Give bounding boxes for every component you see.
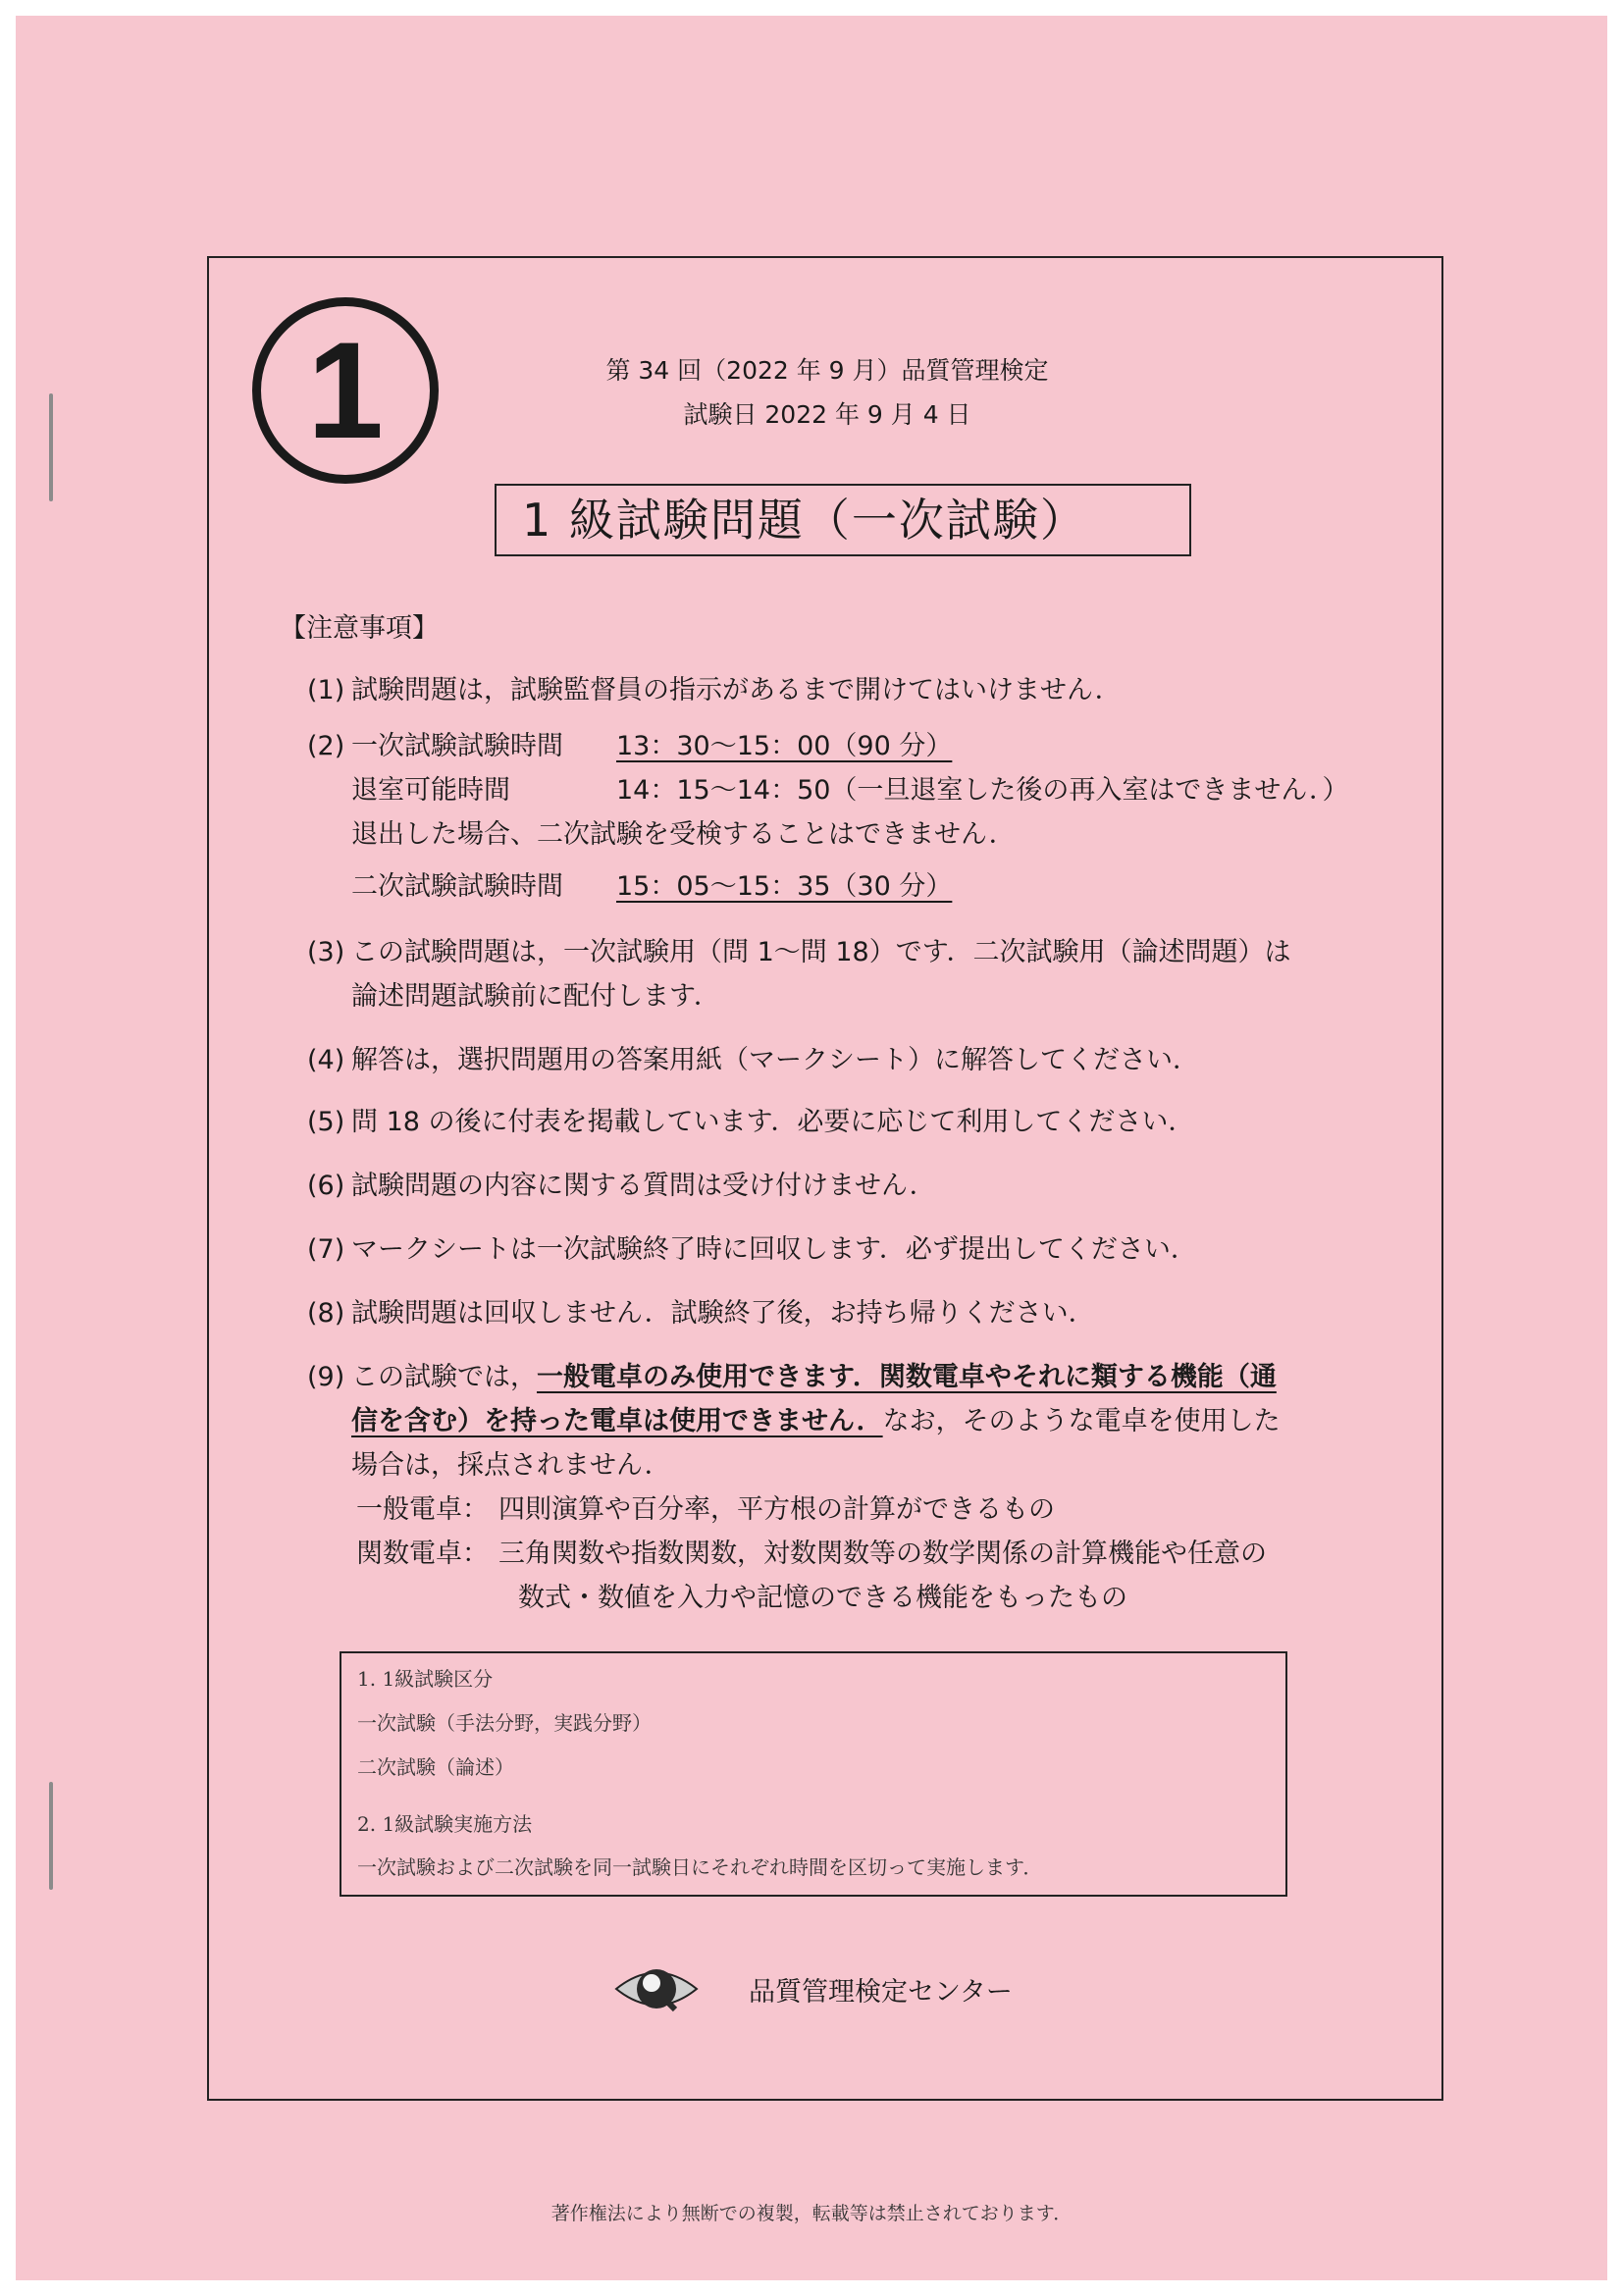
note-item <box>307 1100 1396 1144</box>
notes-heading: 【注意事項】 <box>280 613 439 644</box>
note-item <box>307 930 1396 1018</box>
basic-calculator-definition: 一般電卓： 四則演算や百分率，平方根の計算ができるもの <box>356 1494 1055 1525</box>
note-text: 試験問題は回収しません．試験終了後，お持ち帰りください． <box>351 1298 1095 1329</box>
scientific-calculator-definition: 関数電卓： 三角関数や指数関数，対数関数等の数学関係の計算機能や任意の <box>356 1539 1267 1569</box>
exit-time: 退室可能時間 14：15～14：50（一旦退室した後の再入室はできません．） <box>351 775 1349 806</box>
exam-info-box <box>340 1651 1287 1897</box>
note-item <box>307 1164 1396 1208</box>
exit-note: 退出した場合、二次試験を受検することはできません． <box>351 819 1016 850</box>
exam-date-line: 試験日 2022 年 9 月 4 日 <box>683 400 971 429</box>
note-item <box>307 1355 1396 1620</box>
note-text: 論述問題試験前に配付します． <box>351 981 720 1012</box>
note-text: 問 18 の後に付表を掲載しています．必要に応じて利用してください． <box>351 1107 1195 1137</box>
calculator-rule: この試験では，一般電卓のみ使用できます．関数電卓やそれに類する機能（通 <box>351 1362 1277 1392</box>
staple-mark <box>49 393 53 501</box>
note-text: 解答は，選択問題用の答案用紙（マークシート）に解答してください． <box>351 1045 1199 1075</box>
note-number: (9) <box>307 1362 345 1392</box>
primary-exam-time: 一次試験試験時間 13：30～15：00（90 分） <box>351 731 953 761</box>
note-number: (4) <box>307 1045 345 1075</box>
note-text: この試験問題は，一次試験用（問 1～問 18）です．二次試験用（論述問題）は <box>351 937 1291 967</box>
note-item <box>307 668 1396 712</box>
note-text: マークシートは一次試験終了時に回収します．必ず提出してください． <box>351 1234 1197 1265</box>
note-item <box>307 1227 1396 1272</box>
info-item: 一次試験および二次試験を同一試験日にそれぞれ時間を区切って実施します． <box>357 1855 1043 1879</box>
secondary-exam-time: 二次試験試験時間 15：05～15：35（30 分） <box>351 871 953 902</box>
cover-frame <box>207 256 1443 2101</box>
calculator-rule: 信を含む）を持った電卓は使用できません．なお，そのような電卓を使用した <box>351 1406 1281 1436</box>
circled-number-badge: 1 <box>252 297 439 484</box>
note-item <box>307 1038 1396 1082</box>
note-number: (2) <box>307 731 345 761</box>
note-text: 場合は，採点されません． <box>351 1450 671 1481</box>
organization-name: 品質管理検定センター <box>749 1977 1013 2008</box>
note-text: 試験問題は，試験監督員の指示があるまで開けてはいけません． <box>351 675 1122 705</box>
copyright-notice: 著作権法により無断での複製，転載等は禁止されております． <box>550 2203 1073 2224</box>
info-heading: 2. 1級試験実施方法 <box>357 1812 533 1836</box>
note-number: (7) <box>307 1234 345 1265</box>
note-number: (1) <box>307 675 345 705</box>
organization-logo <box>614 1960 699 2017</box>
info-item: 二次試験（論述） <box>357 1755 514 1779</box>
exam-session-line: 第 34 回（2022 年 9 月）品質管理検定 <box>605 356 1049 385</box>
note-number: (3) <box>307 937 345 967</box>
note-number: (5) <box>307 1107 345 1137</box>
exam-cover-page <box>16 16 1607 2280</box>
note-item <box>307 724 1396 909</box>
staple-mark <box>49 1782 53 1890</box>
note-number: (6) <box>307 1171 345 1201</box>
note-text: 試験問題の内容に関する質問は受け付けません． <box>351 1171 936 1201</box>
note-number: (8) <box>307 1298 345 1329</box>
exam-title: 1 級試験問題（一次試験） <box>495 484 1191 556</box>
note-item <box>307 1291 1396 1335</box>
info-item: 一次試験（手法分野，実践分野） <box>357 1711 652 1735</box>
info-heading: 1. 1級試験区分 <box>357 1667 494 1691</box>
scientific-calculator-definition-cont: 数式・数値を入力や記憶のできる機能をもったもの <box>518 1583 1127 1613</box>
